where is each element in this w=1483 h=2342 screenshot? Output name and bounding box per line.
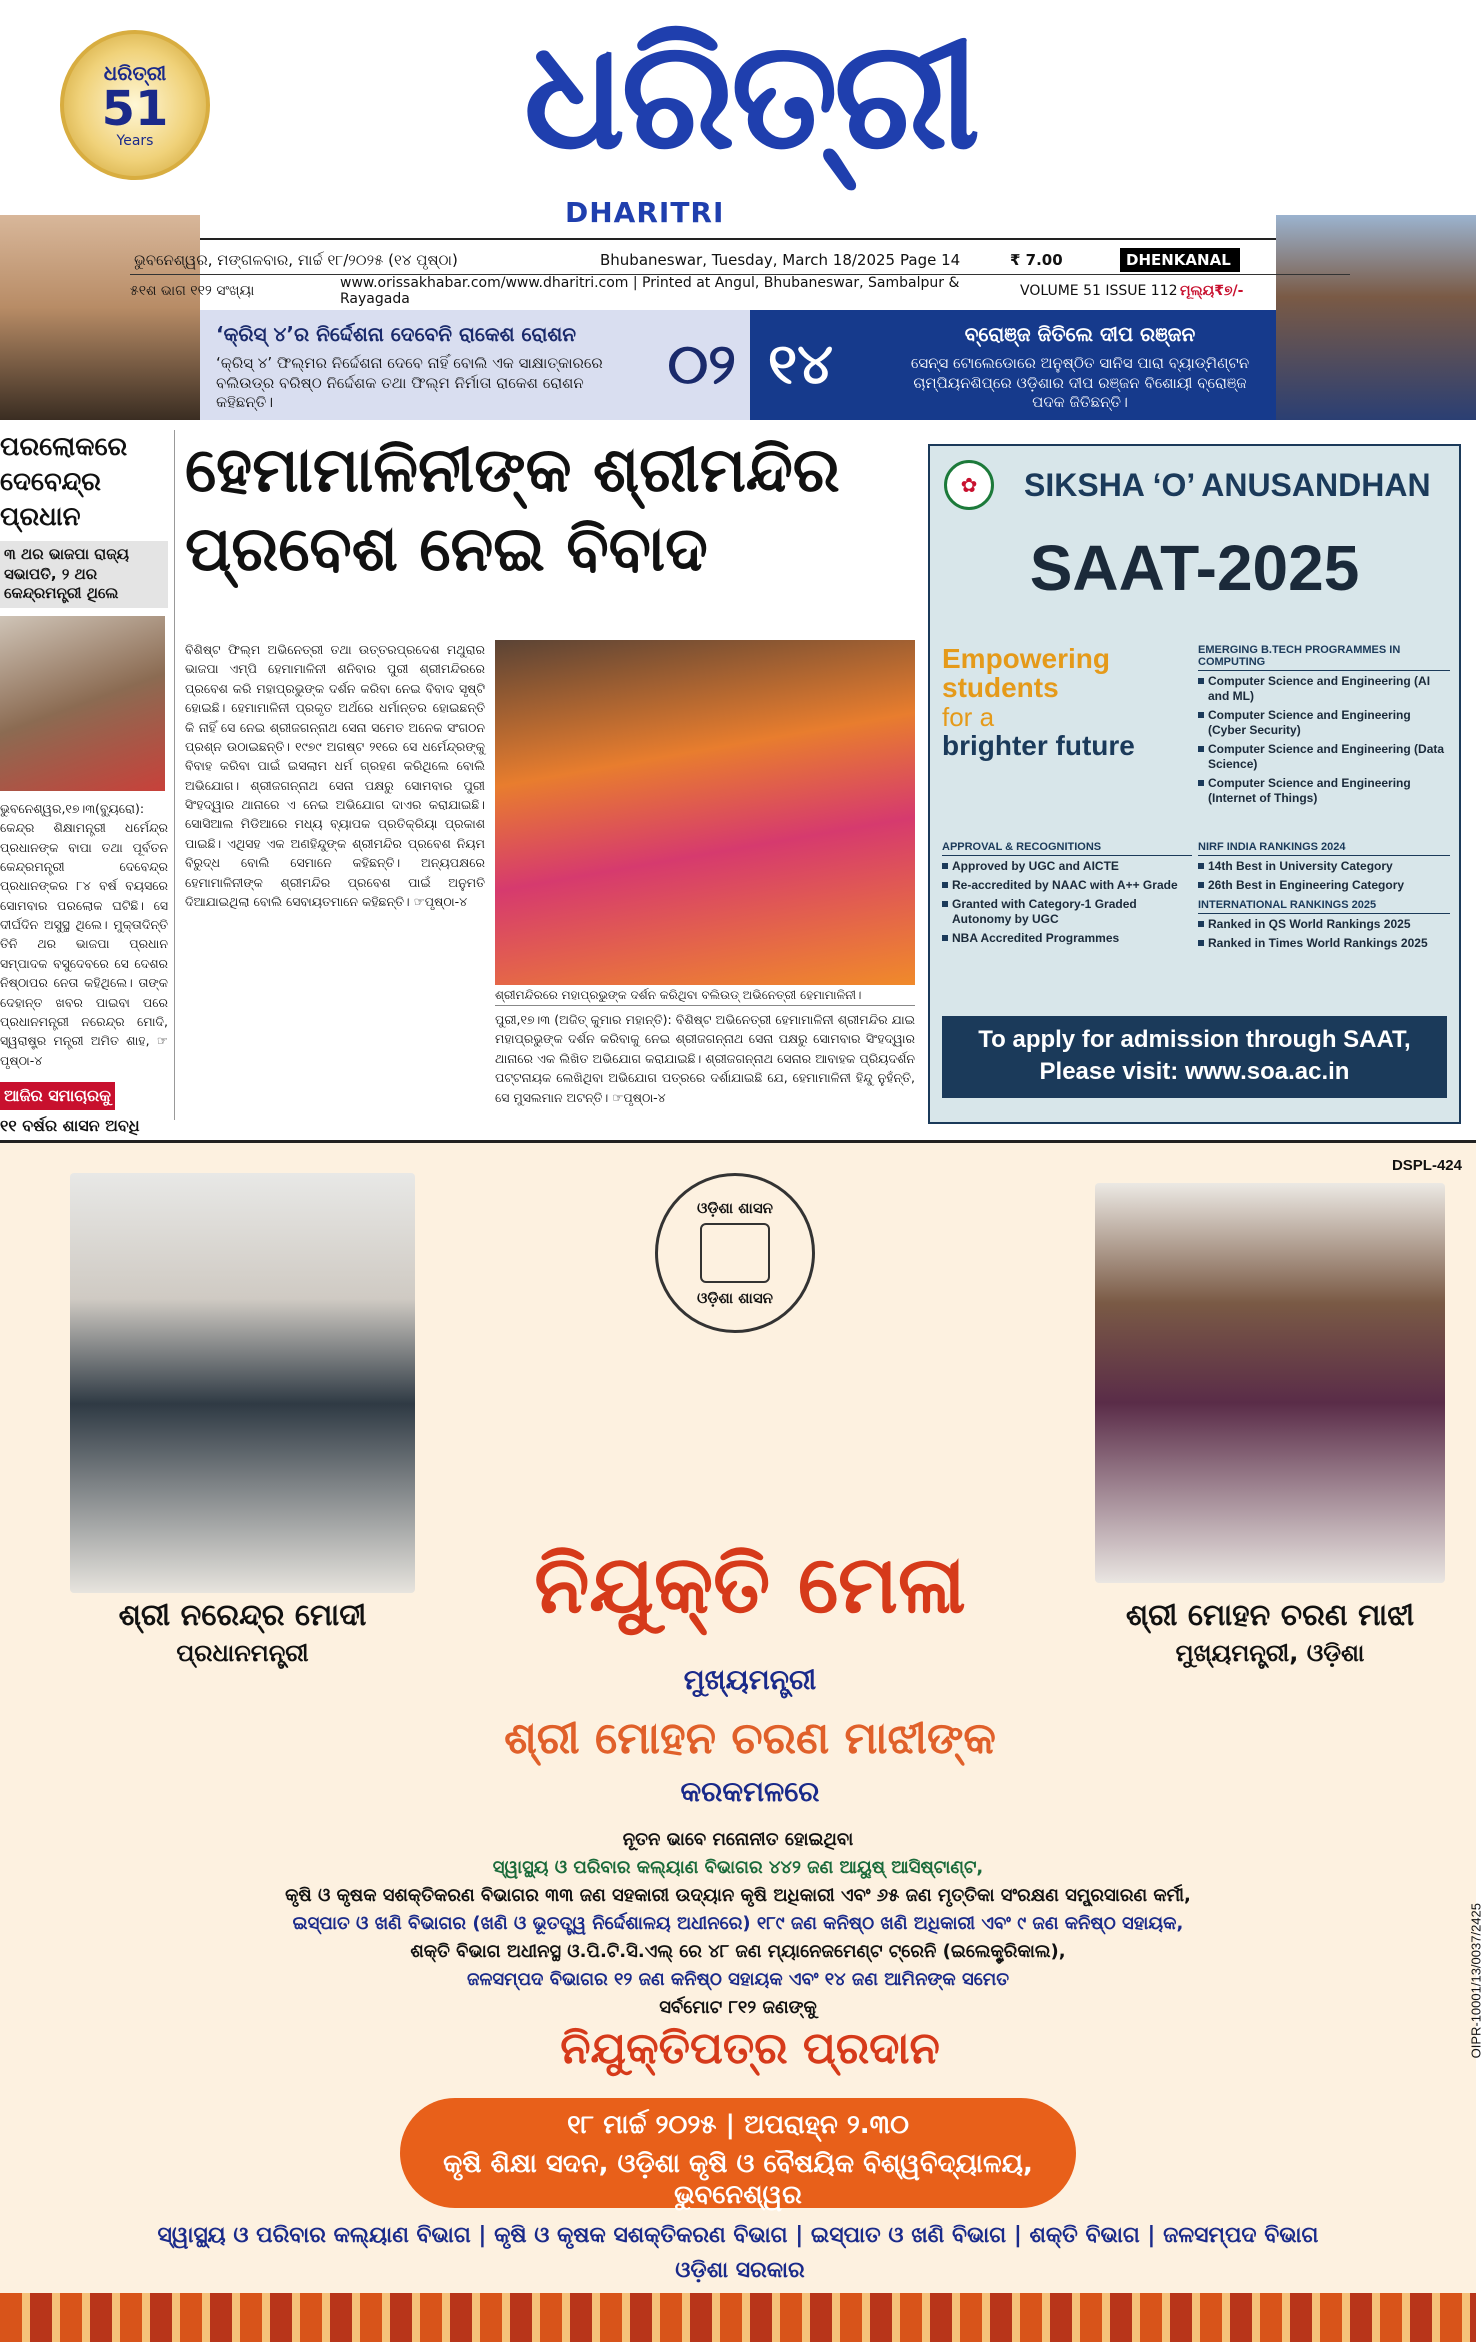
event-banner bbox=[400, 2098, 1076, 2208]
volume-issue: VOLUME 51 ISSUE 112 bbox=[1020, 283, 1178, 299]
publication-line bbox=[130, 277, 1350, 305]
dspl-code: DSPL-424 bbox=[1391, 1157, 1462, 1174]
karakamalare: କରକମଳରେ bbox=[680, 1775, 820, 1808]
anniversary-number: 51 bbox=[101, 81, 169, 137]
detail-line: ସର୍ବମୋଟ ୮୧୨ ଜଣଙ୍କୁ bbox=[659, 1997, 817, 2018]
approval-heading: APPROVAL & RECOGNITIONS bbox=[942, 841, 1192, 856]
dateline-english: Bhubaneswar, Tuesday, March 18/2025 bbox=[600, 250, 896, 269]
anniversary-years: Years bbox=[116, 133, 154, 149]
lead-body-continued: ପୁରୀ,୧୭।୩ (ଅଜିତ୍‌ କୁମାର ମହାନ୍ତି): ବିଶିଷ୍ଟ ଅଭିନେତ୍ରୀ ହେମାମାଳିନୀ ଶ୍ରୀମନ୍ଦିର ଯାଇ ମହାପ୍ରଭୁଙ୍କ ଦର୍ଶନ କରିବାକୁ ନେଇ ଶ୍ରୀଜଗନ୍ନାଥ ସେନା ପକ୍ଷରୁ ସୋମବାର ସିଂହଦ୍ୱାର ଥାନାରେ ଏକ ଲିଖିତ ଅଭିଯୋଗ କରାଯାଇଛି। ଶ୍ରୀଜଗନ୍ନାଥ ସେନାର ଆବାହକ ପ୍ରିୟଦର୍ଶନ ପଟ୍ଟନାୟକ ଲେଖିଥିବା ଅଭିଯୋଗ ପତ୍ରରେ ଦର୍ଶାଯାଇଛି ଯେ, ହେମାମାଳିନୀ ହିନ୍ଦୁ ନୁହଁନ୍ତି, ସେ ମୁସଲମାନ ଅଟନ୍ତି। ☞ପୃଷ୍ଠା-୪ bbox=[495, 1012, 915, 1105]
detail-line: ଶକ୍ତି ବିଭାଗ ଅଧୀନସ୍ଥ ଓ.ପି.ଟି.ସି.ଏଲ୍ ରେ ୪୮ ଜଣ ମ୍ୟାନେଜମେଣ୍ଟ ଟ୍ରେନି (ଇଲେକ୍ଟ୍ରିକାଲ), bbox=[410, 1941, 1066, 1962]
niyukti-mela-advertisement[interactable] bbox=[0, 1140, 1483, 2339]
teaser-left-page: ୦୨ bbox=[667, 332, 736, 397]
newspaper-logo[interactable] bbox=[480, 7, 1020, 190]
cm-role: ମୁଖ୍ୟମନ୍ତ୍ରୀ, ଓଡ଼ିଶା bbox=[1175, 1639, 1365, 1667]
soa-brand-row bbox=[944, 460, 1449, 510]
department-list: ସ୍ୱାସ୍ଥ୍ୟ ଓ ପରିବାର କଲ୍ୟାଣ ବିଭାଗ | କୃଷି ଓ କୃଷକ ସଶକ୍ତିକରଣ ବିଭାଗ | ଇସ୍ପାତ ଓ ଖଣି ବିଭାଗ | ଶକ୍ତି ବିଭାଗ | ଜଳସମ୍ପଦ ବିଭାଗ bbox=[157, 2223, 1319, 2248]
anniversary-brand: ଧରିତ୍ରୀ bbox=[103, 61, 167, 85]
teaser-strip bbox=[0, 310, 1476, 420]
volume-odia: ୫୧ଶ ଭାଗ ୧୧୨ ସଂଖ୍ୟା bbox=[130, 283, 255, 299]
lead-photo bbox=[495, 640, 915, 985]
tagline-line-1: Empowering bbox=[942, 643, 1111, 674]
soa-emblem-icon: ✿ bbox=[944, 460, 994, 510]
price: ₹ 7.00 bbox=[1010, 250, 1063, 269]
programmes-heading: EMERGING B.TECH PROGRAMMES IN COMPUTING bbox=[1198, 644, 1450, 671]
saat-tagline bbox=[942, 644, 1192, 762]
intl-item: Ranked in QS World Rankings 2025 bbox=[1198, 917, 1450, 932]
approval-item: NBA Accredited Programmes bbox=[942, 931, 1192, 946]
pm-role: ପ୍ରଧାନମନ୍ତ୍ରୀ bbox=[176, 1639, 309, 1667]
cm-name: ଶ୍ରୀ ମୋହନ ଚରଣ ମାଝୀ bbox=[1125, 1598, 1415, 1633]
programme-item: Computer Science and Engineering (AI and ML) bbox=[1198, 674, 1450, 704]
intl-heading: INTERNATIONAL RANKINGS 2025 bbox=[1198, 899, 1450, 914]
nirf-item: 26th Best in Engineering Category bbox=[1198, 878, 1450, 893]
approval-block bbox=[942, 841, 1192, 950]
news-section bbox=[0, 430, 920, 1136]
lead-body-column: ବିଶିଷ୍ଟ ଫିଲ୍ମ ଅଭିନେତ୍ରୀ ତଥା ଉତ୍ତରପ୍ରଦେଶ ମଥୁରାର ଭାଜପା ଏମ୍‌ପି ହେମାମାଳିନୀ ଶନିବାର ପୁରୀ ଶ୍ରୀମନ୍ଦିରରେ ପ୍ରବେଶ କରି ମହାପ୍ରଭୁଙ୍କ ଦର୍ଶନ କରିବା ନେଇ ବିବାଦ ସୃଷ୍ଟି ହୋଇଛି। ହେମାମାଳିନୀ ପ୍ରକୃତ ଅର୍ଥରେ ଧର୍ମାନ୍ତର ହୋଇଛନ୍ତି କି ନାହିଁ ସେ ନେଇ ଶ୍ରୀଜଗନ୍ନାଥ ସେନା ସମେତ ଅନେକ ସଂଗଠନ ପ୍ରଶ୍ନ ଉଠାଇଛନ୍ତି। ୧୯୭୯ ଅଗଷ୍ଟ ୨୧ରେ ସେ ଧର୍ମେନ୍ଦ୍ରଙ୍କୁ ବିବାହ କରିବା ପାଇଁ ଇସଲାମ ଧର୍ମ ଗ୍ରହଣ କରିଥିଲେ ବୋଲି ଅଭିଯୋଗ। ଶ୍ରୀଜଗନ୍ନାଥ ସେନା ପକ୍ଷରୁ ସୋମବାର ପୁରୀ ସିଂହଦ୍ୱାର ଥାନାରେ ଏ ନେଇ ଅଭିଯୋଗ ଦାଏର କରାଯାଇଛି। ସୋସିଆଲ ମିଡିଆରେ ମଧ୍ୟ ବ୍ୟାପକ ପ୍ରତିକ୍ରିୟା ପ୍ରକାଶ ପାଇଛି। ଏଥିସହ ଏକ ଅଣହିନ୍ଦୁଙ୍କ ଶ୍ରୀମନ୍ଦିର ପ୍ରବେଶ ନିୟମ ବିରୁଦ୍ଧ ବୋଲି ସେମାନେ କହିଛନ୍ତି। ଅନ୍ୟପକ୍ଷରେ ହେମାମାଳିନୀଙ୍କ ଶ୍ରୀମନ୍ଦିର ପ୍ରବେଶ ପାଇଁ ଅନୁମତି ଦିଆଯାଇଥିଲା ବୋଲି ସେବାୟତମାନେ କହିଛନ୍ତି। ☞ପୃଷ୍ଠା-୪ bbox=[185, 642, 485, 909]
detail-line: ନୂତନ ଭାବେ ମନୋନୀତ ହୋଇଥିବା bbox=[622, 1829, 854, 1850]
pm-photo bbox=[70, 1173, 415, 1593]
teaser-left-body: ‘କ୍ରିସ୍‌ ୪’ ଫିଲ୍ମର ନିର୍ଦ୍ଦେଶନା ଦେବେ ନାହିଁ ବୋଲି ଏକ ସାକ୍ଷାତ୍‌କାରରେ ବଲିଉଡ୍‌ର ବରିଷ୍ଠ ନିର୍ଦ୍ଦେଶକ ତଥା ଫିଲ୍ମ ନିର୍ମାତା ରାକେଶ ରୋଶନ କହିଛନ୍ତି। bbox=[216, 354, 603, 411]
soa-saat-advertisement[interactable] bbox=[928, 444, 1461, 1124]
edition-badge: DHENKANAL bbox=[1120, 248, 1240, 272]
detail-line: କୃଷି ଓ କୃଷକ ସଶକ୍ତିକରଣ ବିଭାଗର ୩୩ ଜଣ ସହକାରୀ ଉଦ୍ୟାନ କୃଷି ଅଧିକାରୀ ଏବଂ ୬୫ ଜଣ ମୃତ୍ତିକା ସଂରକ୍ଷଣ ସମ୍ପ୍ରସାରଣ କର୍ମୀ, bbox=[285, 1885, 1191, 1906]
lead-story[interactable] bbox=[185, 430, 915, 1120]
lead-photo-caption: ଶ୍ରୀମନ୍ଦିରରେ ମହାପ୍ରଭୁଙ୍କ ଦର୍ଶନ କରିଥିବା ବଲିଉଡ୍ ଅଭିନେତ୍ରୀ ହେମାମାଳିନୀ। bbox=[495, 988, 915, 1006]
cm-word: ମୁଖ୍ୟମନ୍ତ୍ରୀ bbox=[683, 1663, 817, 1696]
nirf-heading: NIRF INDIA RANKINGS 2024 bbox=[1198, 841, 1450, 856]
detail-line: ସ୍ୱାସ୍ଥ୍ୟ ଓ ପରିବାର କଲ୍ୟାଣ ବିଭାଗର ୪୪୨ ଜଣ ଆୟୁଷ୍ ଆସିଷ୍ଟାଣ୍ଟ, bbox=[492, 1857, 984, 1878]
side-story[interactable] bbox=[0, 430, 175, 1136]
mela-title: ନିଯୁକ୍ତି ମେଳା bbox=[534, 1538, 966, 1631]
dateline-odia: ଭୁବନେଶ୍ୱର, ମଙ୍ଗଳବାର, ମାର୍ଚ୍ଚ ୧୮/୨୦୨୫ (୧୪ ପୃଷ୍ଠା) bbox=[134, 250, 458, 269]
detail-line: ଜଳସମ୍ପଦ ବିଭାଗର ୧୨ ଜଣ କନିଷ୍ଠ ସହାୟକ ଏବଂ ୧୪ ଜଣ ଆମିନଙ୍କ ସମେତ bbox=[466, 1969, 1010, 1990]
saat-apply-banner[interactable] bbox=[942, 1016, 1447, 1098]
cm-photo bbox=[1095, 1183, 1445, 1583]
nirf-item: 14th Best in University Category bbox=[1198, 859, 1450, 874]
approval-item: Approved by UGC and AICTE bbox=[942, 859, 1192, 874]
teaser-right-body: ସେନ୍‌ସ ଟୋଲେଡୋରେ ଅନୁଷ୍ଠିତ ସାନିସ ପାରା ବ୍ୟାଡ୍‌ମିଣ୍ଟନ ଚାମ୍ପିୟନଶିପ୍‌ରେ ଓଡ଼ିଶାର ଦୀପ ରଞ୍ଜନ ବିଶୋୟୀ ବ୍ରୋଞ୍ଜ ପଦକ ଜିତିଛନ୍ତି। bbox=[910, 354, 1250, 411]
nirf-block bbox=[1198, 841, 1450, 955]
programme-item: Computer Science and Engineering (Cyber Security) bbox=[1198, 708, 1450, 738]
intl-item: Ranked in Times World Rankings 2025 bbox=[1198, 936, 1450, 951]
seal-bottom-text: ଓଡ଼ିଶା ଶାସନ bbox=[697, 1289, 773, 1307]
teaser-right-page: ୧୪ bbox=[768, 332, 834, 397]
oipr-code: OIPR-10001/13/0037/2425 bbox=[1468, 1903, 1483, 2059]
saat-title: SAAT-2025 bbox=[1029, 532, 1360, 604]
page-number: Page 14 bbox=[900, 250, 961, 269]
teaser-right[interactable] bbox=[750, 310, 1276, 420]
seal-emblem bbox=[700, 1223, 770, 1283]
logo-english: DHARITRI bbox=[565, 196, 725, 229]
pm-name: ଶ୍ରୀ ନରେନ୍ଦ୍ର ମୋଦୀ bbox=[118, 1598, 367, 1633]
detail-line: ଇସ୍ପାତ ଓ ଖଣି ବିଭାଗର (ଖଣି ଓ ଭୂତତ୍ତ୍ୱ ନିର୍ଦ୍ଦେଶାଳୟ ଅଧୀନରେ) ୧୮୯ ଜଣ କନିଷ୍ଠ ଖଣି ଅଧିକାରୀ ଏବଂ ୯ ଜଣ କନିଷ୍ଠ ସହାୟକ, bbox=[292, 1913, 1184, 1934]
cm-full-name: ଶ୍ରୀ ମୋହନ ଚରଣ ମାଝୀଙ୍କ bbox=[504, 1713, 996, 1764]
decorative-border bbox=[0, 2293, 1476, 2342]
programme-item: Computer Science and Engineering (Internet of Things) bbox=[1198, 776, 1450, 806]
seal-top-text: ଓଡ଼ିଶା ଶାସନ bbox=[697, 1199, 773, 1217]
soa-name: SIKSHA ‘O’ ANUSANDHAN bbox=[1024, 466, 1431, 503]
programme-item: Computer Science and Engineering (Data Science) bbox=[1198, 742, 1450, 772]
odisha-government-seal-icon bbox=[655, 1173, 815, 1333]
website-print-info[interactable]: www.orissakhabar.com/www.dharitri.com | Printed at Angul, Bhubaneswar, Sambalpur & Rayagada bbox=[340, 275, 960, 307]
logo-odia: ଧରିତ୍ରୀ bbox=[523, 7, 977, 183]
odisha-government: ଓଡ଼ିଶା ସରକାର bbox=[675, 2258, 805, 2283]
anniversary-badge bbox=[60, 30, 210, 180]
tagline-line-3: for a bbox=[942, 701, 995, 732]
approval-item: Re-accredited by NAAC with A++ Grade bbox=[942, 878, 1192, 893]
dateline bbox=[130, 245, 1350, 275]
apply-line-2: Please visit: www.soa.ac.in bbox=[1039, 1058, 1350, 1086]
teaser-right-title: ବ୍ରୋଞ୍ଜ ଜିତିଲେ ଦୀପ ରଞ୍ଜନ bbox=[964, 322, 1196, 346]
price-odia: ମୂଲ୍ୟ₹୭/- bbox=[1180, 283, 1244, 299]
masthead bbox=[0, 0, 1476, 240]
side-story-body: ଭୁବନେଶ୍ୱର,୧୭।୩(ବ୍ୟୁରୋ): କେନ୍ଦ୍ର ଶିକ୍ଷାମନ୍ତ୍ରୀ ଧର୍ମେନ୍ଦ୍ର ପ୍ରଧାନଙ୍କ ବାପା ତଥା ପୂର୍ବତନ କେନ୍ଦ୍ରମନ୍ତ୍ରୀ ଦେବେନ୍ଦ୍ର ପ୍ରଧାନଙ୍କର ୮୪ ବର୍ଷ ବୟସରେ ସୋମବାର ପରଲୋକ ଘଟିଛି। ସେ ଦୀର୍ଘଦିନ ଅସୁସ୍ଥ ଥିଲେ। ମୁକ୍ତାଦିନ୍ତି ତିନି ଥର ଭାଜପା ପ୍ରଧାନ ସମ୍ପାଦକ ବସୁଦେବରେ ସେ ଦେଶର ନିଷ୍ଠାପର ନେତା କହିଥିଲେ। ତାଙ୍କ ଦେହାନ୍ତ ଖବର ପାଇବା ପରେ ପ୍ରଧାନମନ୍ତ୍ରୀ ନରେନ୍ଦ୍ର ମୋଦି, ସ୍ୱରାଷ୍ଟ୍ର ମନ୍ତ୍ରୀ ଅମିତ ଶାହ, ☞ପୃଷ୍ଠା-୪ bbox=[0, 800, 168, 1068]
side-story-tag: ଆଜିର ସମାଚାରକୁ bbox=[0, 1082, 115, 1110]
side-story-subhead: ୩ ଥର ଭାଜପା ରାଜ୍ୟ ସଭାପତି, ୨ ଥର କେନ୍ଦ୍ରମନ୍ତ୍ରୀ ଥିଲେ bbox=[0, 541, 168, 608]
teaser-left-title: ‘କ୍ରିସ୍‌ ୪’ର ନିର୍ଦ୍ଦେଶନା ଦେବେନି ରାକେଶ ରୋଶନ bbox=[216, 322, 577, 346]
tagline-line-2: students bbox=[942, 672, 1059, 704]
programmes-block bbox=[1198, 644, 1450, 810]
apply-line-1: To apply for admission through SAAT, bbox=[978, 1026, 1411, 1053]
side-story-tagline: ୧୧ ବର୍ଷର ଶାସନ ଅବଧି bbox=[0, 1116, 140, 1136]
approval-item: Granted with Category-1 Graded Autonomy by UGC bbox=[942, 897, 1192, 927]
event-date: ୧୮ ମାର୍ଚ୍ଚ ୨୦୨୫ | ଅପରାହ୍ନ ୨.୩୦ bbox=[567, 2110, 909, 2140]
side-story-photo bbox=[0, 616, 165, 791]
tagline-line-4: brighter future bbox=[942, 730, 1135, 762]
side-story-headline: ପରଲୋକରେ ଦେବେନ୍ଦ୍ର ପ୍ରଧାନ bbox=[0, 432, 128, 533]
event-venue: କୃଷି ଶିକ୍ଷା ସଦନ, ଓଡ଼ିଶା କୃଷି ଓ ବୈଷୟିକ ବିଶ୍ୱବିଦ୍ୟାଳୟ, ଭୁବନେଶ୍ୱର bbox=[443, 2149, 1033, 2210]
teaser-left[interactable] bbox=[200, 310, 750, 420]
lead-headline: ହେମାମାଳିନୀଙ୍କ ଶ୍ରୀମନ୍ଦିର ପ୍ରବେଶ ନେଇ ବିବାଦ bbox=[185, 433, 840, 586]
appointment-letter-title: ନିଯୁକ୍ତିପତ୍ର ପ୍ରଦାନ bbox=[560, 2023, 940, 2074]
